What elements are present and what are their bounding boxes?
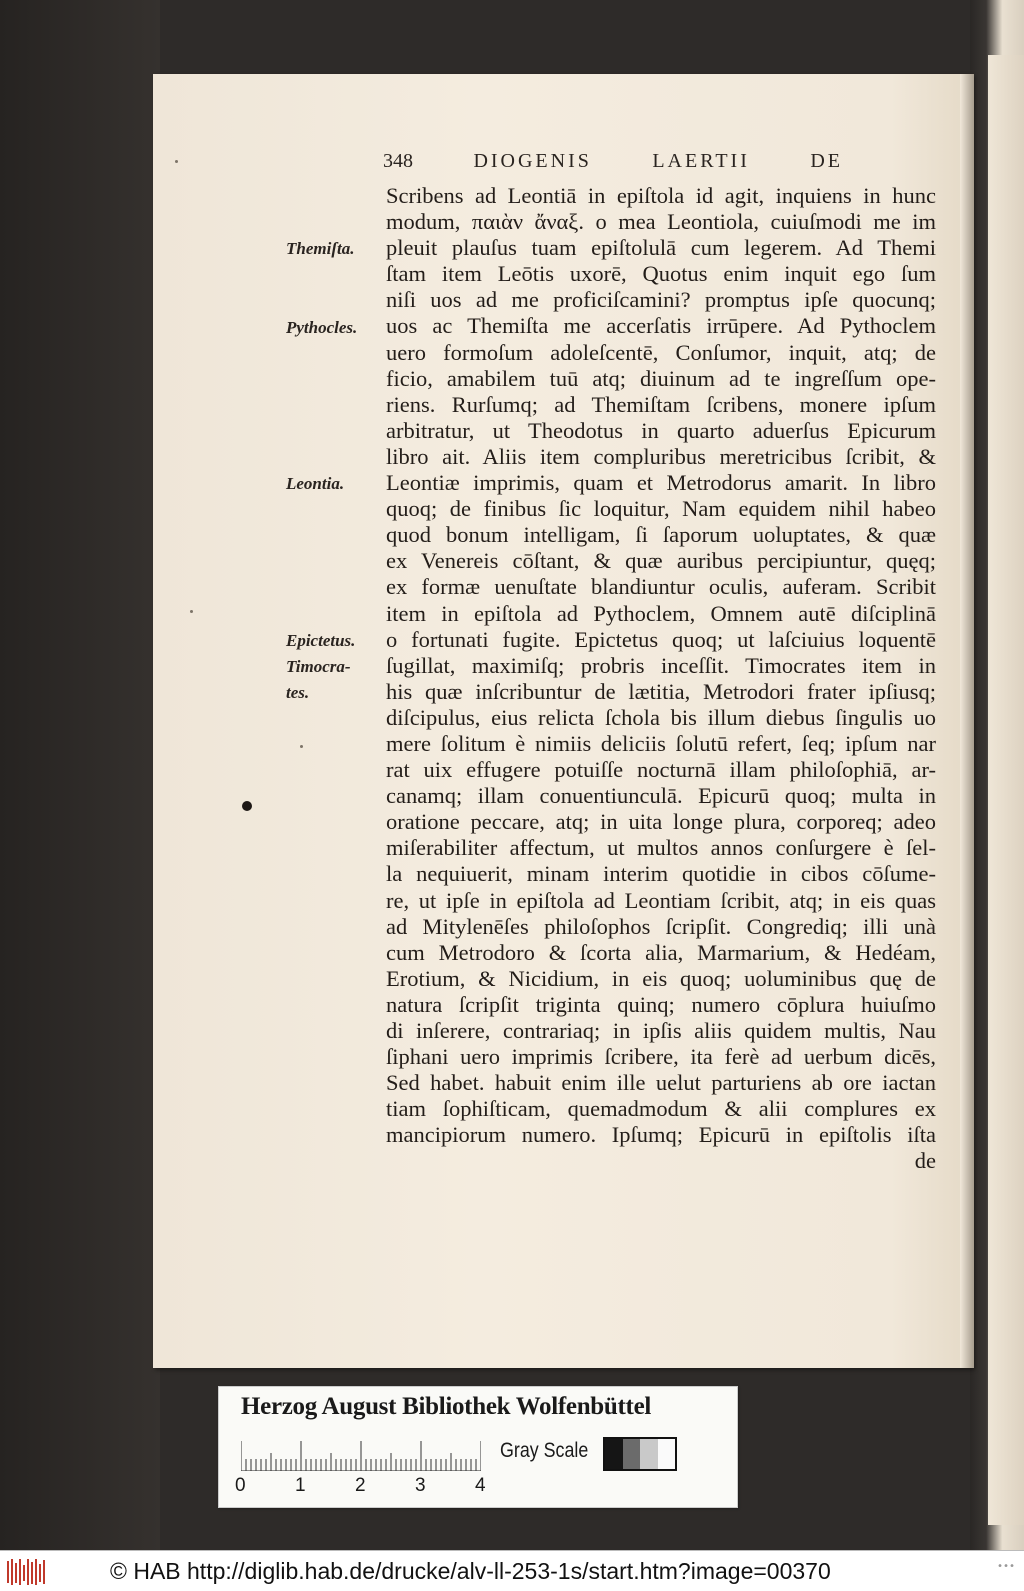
text-line: ficio, amabilem tuū atq; diuinum ad te ingreſſum ope- <box>386 365 936 391</box>
copyright-url: © HAB http://diglib.hab.de/drucke/alv-ll-253-1s/start.htm?image=00370 <box>110 1558 831 1584</box>
adjacent-page <box>988 55 1024 1525</box>
text-line: ex Venereis cōſtant, & quæ auribus percipiuntur, quęq; <box>386 548 936 574</box>
ruler-label: 1 <box>295 1475 306 1496</box>
paper-speck <box>300 745 303 748</box>
text-line: ſtam item Leōtis uxorē, Quotus enim inquit ego ſum <box>386 261 936 287</box>
library-color-card <box>218 1386 738 1508</box>
text-line: tiam ſophiſticam, quemadmodum & alii complures ex <box>386 1096 936 1122</box>
text-line: de <box>914 1148 936 1174</box>
margin-note: Pythocles. <box>286 317 358 337</box>
text-line: Sed habet. habuit enim ille uelut parturiens ab ore iactan <box>386 1070 936 1096</box>
margin-note: Timocra- <box>286 656 351 676</box>
text-line: rat uix effugere potuiſſe nocturnā illam philoſophiā, ar- <box>386 757 936 783</box>
ink-dot <box>242 801 252 811</box>
text-line: arbitratur, ut Theodotus in quarto aduerſus Epicurum <box>386 417 936 443</box>
page-number: 348 <box>383 150 413 172</box>
text-line: uos ac Themiſta me accerſatis irrūpere. Ad Pythoclem <box>386 313 936 339</box>
paper-speck <box>175 160 178 163</box>
gray-scale-swatches <box>603 1437 677 1471</box>
paper-speck <box>190 610 193 613</box>
ruler-scale <box>241 1435 481 1471</box>
ruler-labels <box>235 1475 495 1497</box>
margin-note: Epictetus. <box>286 630 356 650</box>
text-line: miſerabiliter affectum, ut multos annos conſurgere è ſel- <box>386 835 936 861</box>
footer-dots: ••• <box>997 1561 1016 1572</box>
text-line: ex formæ uenuſtate blandiuntur oculis, auferam. Scribit <box>386 574 936 600</box>
text-line: ad Mitylenēſes philoſophos ſcripſit. Congrediq; illi unà <box>386 913 936 939</box>
hab-logo-icon <box>6 1557 46 1587</box>
text-line: libro ait. Aliis item compluribus meretricibus ſcribit, & <box>386 443 936 469</box>
running-head-word: LAERTII <box>652 150 750 172</box>
ruler-label: 3 <box>415 1475 426 1496</box>
text-line: natura ſcripſit triginta quinq; numero cōplura huiuſmo <box>386 991 936 1017</box>
text-line: pleuit plauſus tuam epiſtolulā cum legerem. Ad Themi <box>386 235 936 261</box>
library-name: Herzog August Bibliothek Wolfenbüttel <box>241 1393 652 1420</box>
gray-swatch <box>623 1439 641 1469</box>
margin-note: Leontia. <box>286 474 345 494</box>
text-line: riens. Rurſumq; ad Themiſtam ſcribens, monere ipſum <box>386 391 936 417</box>
running-head-word: DE <box>810 150 843 172</box>
text-line: ſugillat, maximiſq; probris inceſſit. Timocrates item in <box>386 652 936 678</box>
gray-swatch <box>605 1439 623 1469</box>
ruler-label: 2 <box>355 1475 366 1496</box>
text-line: cum Metrodoro & ſcorta alia, Marmarium, & Hedéam, <box>386 939 936 965</box>
margin-note: Themiſta. <box>286 239 355 259</box>
ruler-label: 0 <box>235 1475 246 1496</box>
gray-swatch <box>658 1439 676 1469</box>
text-line: Erotium, & Nicidium, in eis quoq; uoluminibus quę de <box>386 965 936 991</box>
text-line: niſi uos ad me proficiſcamini? promptus ipſe quocunq; <box>386 287 936 313</box>
background-left <box>0 0 160 1550</box>
text-line: Leontiæ imprimis, quam et Metrodorus amarit. In libro <box>386 470 936 496</box>
text-line: diſcipulus, eius relicta ſchola bis illum diebus ſingulis uo <box>386 704 936 730</box>
gray-swatch <box>640 1439 658 1469</box>
text-line: mancipiorum numero. Ipſumq; Epicurū in epiſtolis iſta <box>386 1122 936 1148</box>
gray-scale-label: Gray Scale <box>500 1439 589 1462</box>
running-head-word: DIOGENIS <box>473 150 592 172</box>
footer-bar <box>0 1550 1024 1591</box>
text-line: canamq; illam conuentiunculā. Epicurū quoq; multa in <box>386 783 936 809</box>
text-line: di inſerere, contrariaq; in ipſis aliis quidem multis, Nau <box>386 1018 936 1043</box>
text-line: quod bonum intelligam, ſi ſaporum uoluptates, & quæ <box>386 522 936 548</box>
text-line: uero formoſum adoleſcentē, Conſumor, inquit, atq; de <box>386 339 936 365</box>
text-line: re, ut ipſe in epiſtola ad Leontiam ſcribit, atq; in eis quas <box>386 887 936 913</box>
text-line: ſiphani uero imprimis ſcribere, ita ferè ad uerbum dicēs, <box>386 1044 936 1070</box>
text-line: Scribens ad Leontiā in epiſtola id agit, inquiens in hunc <box>386 183 936 208</box>
text-line: item in epiſtola ad Pythoclem, Omnem autē diſciplinā <box>386 600 936 626</box>
margin-note: tes. <box>286 682 310 702</box>
text-line: his quæ inſcribuntur de lætitia, Metrodori frater ipſiusq; <box>386 678 936 704</box>
text-line: quoq; de finibus ſic loquitur, Nam equidem nihil habeo <box>386 496 936 522</box>
text-line: modum, παιὰν ἄναξ. o mea Leontiola, cuiuſmodi me im <box>386 209 936 235</box>
running-head <box>383 150 843 173</box>
text-line: oratione peccare, atq; in uita longe plura, corporeq; adeo <box>386 809 936 835</box>
text-line: o fortunati fugite. Epictetus quoq; ut laſciuius loquentē <box>386 626 936 652</box>
body-text <box>386 183 936 1175</box>
text-line: la nequiuerit, minam interim quotidie in cibos cōſume- <box>386 861 936 887</box>
text-line: mere ſolitum è nimiis deliciis ſolutū refert, ſeq; ipſum nar <box>386 730 936 756</box>
ruler-label: 4 <box>475 1475 486 1496</box>
page-gutter <box>960 74 974 1368</box>
